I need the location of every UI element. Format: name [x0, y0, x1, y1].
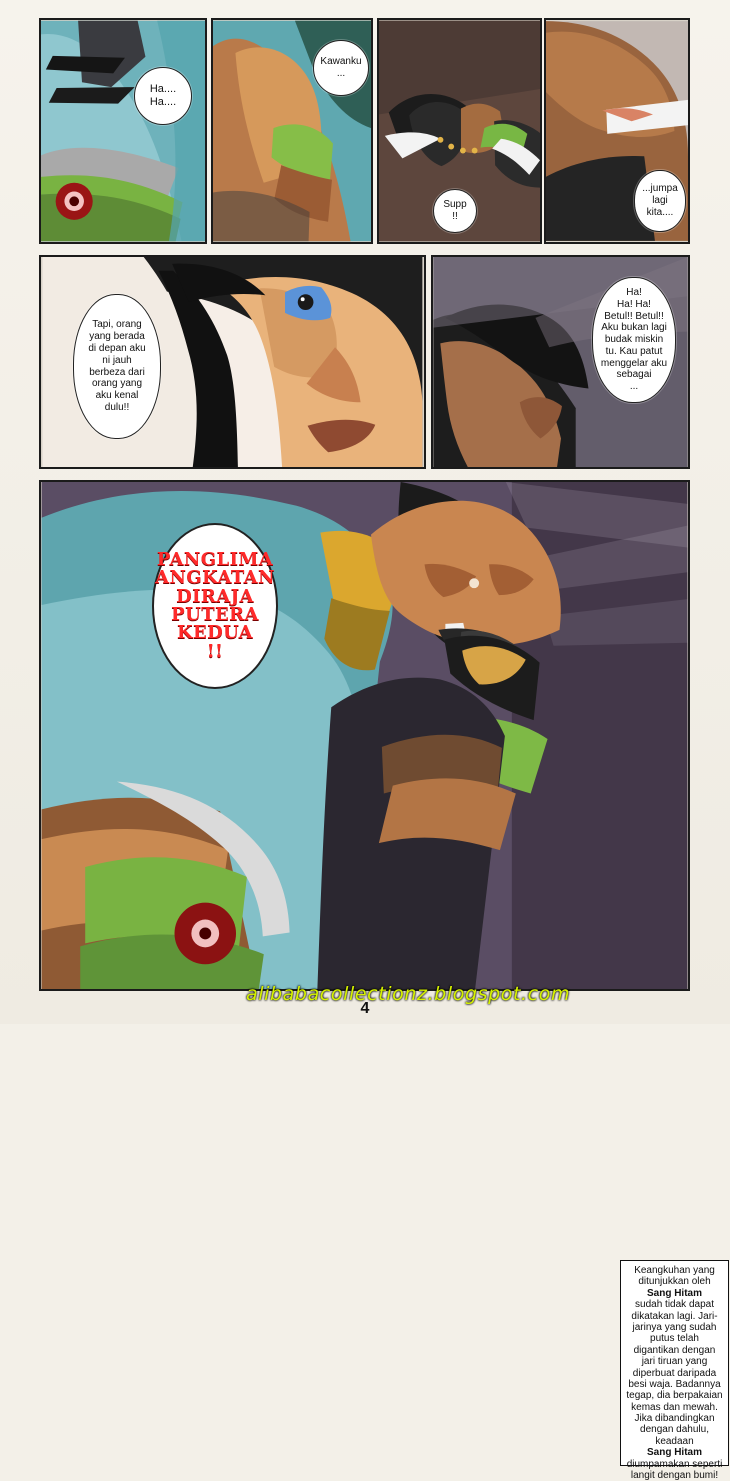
panel-3 [377, 18, 542, 244]
speech-bubble-ha-ha-betul: Ha! Ha! Ha! Betul!! Betul!! Aku bukan lagi budak miskin tu. Kau patut menggelar aku sebagai ... [592, 277, 676, 403]
panel-6 [431, 255, 690, 469]
title-shout-text: PANGLIMA ANGKATAN DIRAJA PUTERA KEDUA !! [155, 548, 275, 662]
title-shout-bubble [152, 523, 278, 689]
speech-bubble-jumpa-lagi-kita: ...jumpa lagi kita.... [634, 170, 686, 232]
panel-1-art [41, 20, 205, 242]
speech-bubble-supp: Supp !! [433, 189, 477, 233]
caption-line-3: diumpamakan seperti langit dengan bumi! [626, 1458, 723, 1481]
speech-bubble-kawanku: Kawanku ... [313, 40, 369, 96]
panel-2 [211, 18, 373, 244]
panel-1 [39, 18, 207, 244]
panel-7 [39, 480, 723, 1481]
panel-4 [544, 18, 690, 244]
blog-watermark: alibabacollectionz.blogspot.com [246, 983, 571, 1005]
narration-caption-box [620, 1260, 729, 1481]
caption-line-1: Keangkuhan yang ditunjukkan oleh [634, 1265, 715, 1288]
caption-name-2: Sang Hitam [646, 1447, 702, 1459]
panel-7-art [41, 482, 688, 989]
caption-line-2: sudah tidak dapat dikatakan lagi. Jari-jarinya yang sudah putus telah digantikan dengan jari tiruan yang diperbuat daripada besi waja. Badannya tegap, dia berpakaian kemas dan mewah. Jika dibandingkan dengan dahulu, keadaan [626, 1299, 723, 1447]
caption-name-1: Sang Hitam [646, 1287, 702, 1299]
speech-bubble-tapi-orang: Tapi, orang yang berada di depan aku ni jauh berbeza dari orang yang aku kenal dulu!! [73, 294, 161, 439]
speech-bubble-ha-ha: Ha.... Ha.... [134, 67, 192, 125]
panel-5 [39, 255, 426, 469]
page-number: 4 [360, 1000, 370, 1017]
